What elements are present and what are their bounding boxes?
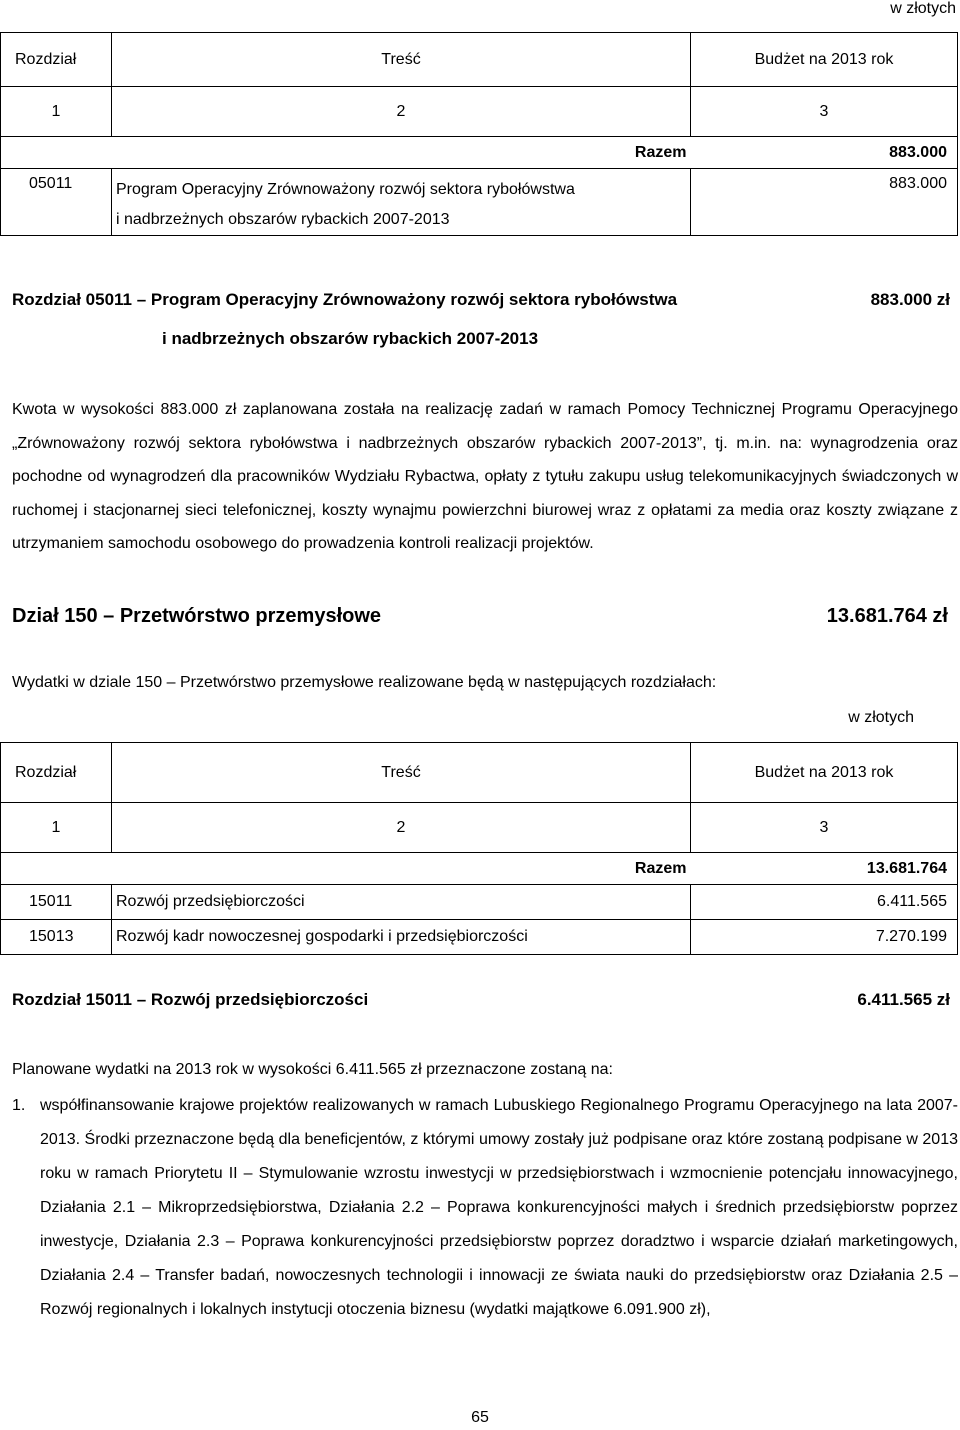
section-2-intro: Wydatki w dziale 150 – Przetwórstwo przemysłowe realizowane będą w następujących rozdziałach:	[12, 674, 717, 691]
table-number-row	[1, 803, 958, 853]
header-chapter: Rozdział	[1, 743, 112, 803]
col-number-2: 2	[112, 87, 691, 137]
total-label: Razem	[112, 853, 691, 885]
header-content: Treść	[112, 33, 691, 87]
section-2-title: Dział 150 – Przetwórstwo przemysłowe	[12, 605, 382, 627]
header-content: Treść	[112, 743, 691, 803]
row-text-line2: i nadbrzeżnych obszarów rybackich 2007-2013	[116, 211, 450, 228]
table-row	[1, 169, 958, 236]
header-budget: Budżet na 2013 rok	[691, 33, 958, 87]
row-code: 15013	[1, 920, 112, 955]
list-item-text: współfinansowanie krajowe projektów realizowanych w ramach Lubuskiego Regionalnego Programu Operacyjnego na lata 2007-2013. Środki przeznaczone będą dla beneficjentów, z którymi umowy zostały już podpisane oraz które zostaną podpisane w 2013 roku w ramach Priorytetu II – Stymulowanie wzrostu inwestycji w przedsiębiorstwach i wzmocnienie potencjału innowacyjnego, Działania 2.1 – Mikroprzedsiębiorstwa, Działania 2.2 – Poprawa konkurencyjności małych i średnich przedsiębiorstw poprzez inwestycje, Działania 2.3 – Poprawa konkurencyjności przedsiębiorstw poprzez doradztwo i wsparcie działań marketingowych, Działania 2.4 – Transfer badań, nowoczesnych technologii i innowacji ze świata nauki do przedsiębiorstw oraz Działania 2.5 – Rozwój regionalnych i lokalnych instytucji otoczenia biznesu (wydatki majątkowe 6.091.900 zł),	[40, 1097, 958, 1318]
total-value: 883.000	[691, 137, 958, 169]
budget-table-1	[0, 32, 958, 236]
row-code: 05011	[1, 169, 112, 236]
unit-label-2: w złotych	[848, 709, 914, 726]
total-label: Razem	[112, 137, 691, 169]
section-1-amount: 883.000 zł	[870, 290, 950, 309]
row-text: Rozwój przedsiębiorczości	[112, 885, 691, 920]
table-row	[1, 920, 958, 955]
unit-label: w złotych	[890, 0, 956, 17]
list-item-number: 1.	[12, 1097, 26, 1114]
col-number-3: 3	[691, 87, 958, 137]
row-text	[112, 169, 691, 236]
row-value: 7.270.199	[691, 920, 958, 955]
table-row	[1, 885, 958, 920]
section-1-paragraph: Kwota w wysokości 883.000 zł zaplanowana została na realizację zadań w ramach Pomocy Technicznej Programu Operacyjnego „Zrównoważony rozwój sektora rybołówstwa i nadbrzeżnych obszarów rybackich 2007-2013”, tj. m.in. na: wynagrodzenia oraz pochodne od wynagrodzeń dla pracowników Wydziału Rybactwa, opłaty z tytułu zakupu usług telekomunikacyjnych świadczonych w ruchomej i stacjonarnej sieci telefonicznej, koszty wynajmu powierzchni biurowej wraz z opłatami za media oraz koszty związane z utrzymaniem samochodu osobowego do prowadzenia kontroli realizacji projektów.	[12, 401, 958, 552]
page-number: 65	[471, 1409, 489, 1426]
row-value: 883.000	[691, 169, 958, 236]
col-number-3: 3	[691, 803, 958, 853]
table-header-row	[1, 33, 958, 87]
col-number-1: 1	[1, 803, 112, 853]
section-1-title-line2: i nadbrzeżnych obszarów rybackich 2007-2013	[162, 329, 539, 348]
total-value: 13.681.764	[691, 853, 958, 885]
row-text: Rozwój kadr nowoczesnej gospodarki i przedsiębiorczości	[112, 920, 691, 955]
section-1-title-line1: Rozdział 05011 – Program Operacyjny Zrównoważony rozwój sektora rybołówstwa	[12, 290, 678, 309]
header-budget: Budżet na 2013 rok	[691, 743, 958, 803]
table-number-row	[1, 87, 958, 137]
row-text-line1: Program Operacyjny Zrównoważony rozwój sektora rybołówstwa	[116, 181, 575, 198]
header-chapter: Rozdział	[1, 33, 112, 87]
section-2-amount: 13.681.764 zł	[826, 605, 948, 627]
table-header-row	[1, 743, 958, 803]
row-code: 15011	[1, 885, 112, 920]
section-3-title: Rozdział 15011 – Rozwój przedsiębiorczości	[12, 990, 369, 1009]
table-total-row	[1, 137, 958, 169]
budget-table-2	[0, 742, 958, 955]
table-total-row	[1, 853, 958, 885]
section-3-amount: 6.411.565 zł	[857, 990, 950, 1009]
section-3-intro: Planowane wydatki na 2013 rok w wysokości 6.411.565 zł przeznaczone zostaną na:	[12, 1061, 613, 1078]
col-number-1: 1	[1, 87, 112, 137]
col-number-2: 2	[112, 803, 691, 853]
row-value: 6.411.565	[691, 885, 958, 920]
